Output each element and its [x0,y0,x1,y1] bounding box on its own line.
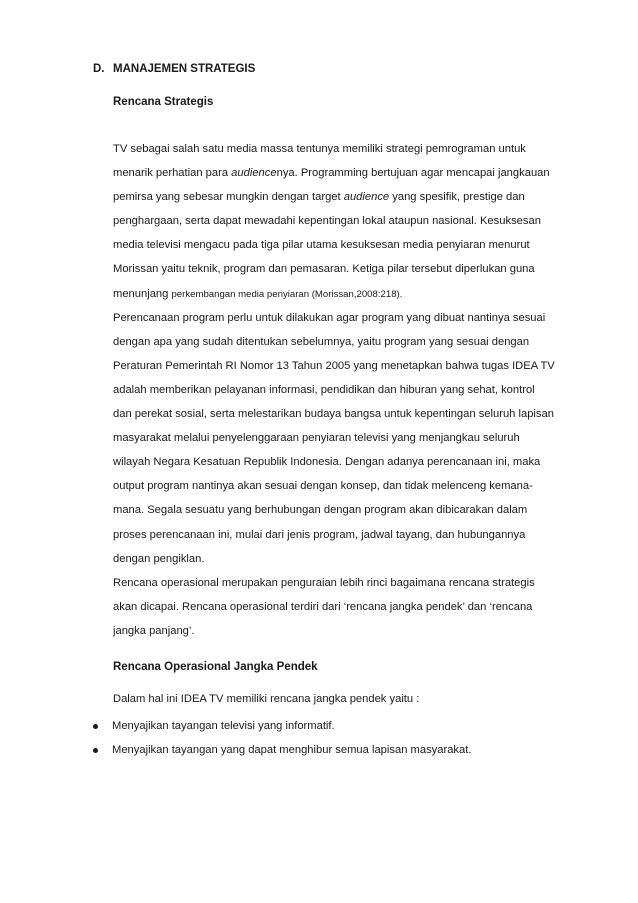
text-line: output program nantinya akan sesuai dengan konsep, dan tidak melenceng kemana- [113,480,533,493]
list-item [93,714,471,738]
list-item-text: Menyajikan tayangan yang dapat menghibur semua lapisan masyarakat. [112,744,472,756]
text-line: wilayah Negara Kesatuan Republik Indonesia. Dengan adanya perencanaan ini, maka [113,456,541,469]
text-line [113,185,578,209]
text-line: Peraturan Pemerintah RI Nomor 13 Tahun 2005 yang menetapkan bahwa tugas IDEA TV [113,359,555,372]
italic-term: audience [343,191,390,204]
bullet-icon [93,748,98,753]
text-line: mana. Segala sesuatu yang berhubungan dengan program akan dibicarakan dalam [113,504,528,517]
text-line: proses perencanaan ini, mulai dari jenis program, jadwal tayang, dan hubungannya [113,528,526,541]
italic-term: audience [231,167,277,180]
text-line [113,161,578,185]
list-item-text: Menyajikan tayangan televisi yang informatif. [112,720,335,732]
text-line: jangka panjang’. [113,624,195,637]
section-heading [93,63,255,75]
jangka-pendek-intro: Dalam hal ini IDEA TV memiliki rencana jangka pendek yaitu : [113,693,420,705]
text-line: Perencanaan program perlu untuk dilakukan agar program yang dibuat nantinya sesuai [113,311,546,324]
text-line: masyarakat melalui penyelenggaraan penyiaran televisi yang menjangkau seluruh [113,432,520,445]
section-letter: D. [93,63,105,75]
text-line: dengan pengiklan. [113,552,205,565]
section-title: MANAJEMEN STRATEGIS [113,63,256,75]
text-segment: nya. Programming bertujuan agar mencapai jangkauan [276,167,550,180]
jangka-pendek-title: Rencana Operasional Jangka Pendek [113,661,318,673]
text-line: media televisi mengacu pada tiga pilar utama kesuksesan media penyiaran menurut [113,239,530,252]
text-line: Rencana operasional merupakan penguraian lebih rinci bagaimana rencana strategis [113,576,535,589]
text-line: dengan apa yang sudah ditentukan sebelumnya, yaitu program yang sesuai dengan [113,335,530,348]
text-segment: menunjang [113,287,172,300]
text-segment: pemirsa yang sebesar mungkin dengan target [113,191,344,204]
text-line [113,282,578,306]
text-segment: menarik perhatian para [113,167,232,180]
citation: perkembangan media penyiaran (Morissan,2008:218). [171,288,403,300]
text-line: akan dicapai. Rencana operasional terdiri dari ‘rencana jangka pendek’ dan ‘rencana [113,600,533,613]
text-line: TV sebagai salah satu media massa tentunya memiliki strategi pemrograman untuk [113,143,526,155]
rencana-strategis-title: Rencana Strategis [113,96,214,108]
paragraph-strategi [113,137,578,643]
jangka-pendek-intro-block [113,687,578,711]
bullet-icon [93,724,98,729]
text-line: Morissan yaitu teknik, program dan pemasaran. Ketiga pilar tersebut diperlukan guna [113,263,535,276]
text-line: adalah memberikan pelayanan informasi, pendidikan dan hiburan yang sehat, kontrol [113,383,535,396]
text-segment: yang spesifik, prestige dan [389,191,525,204]
text-line: penghargaan, serta dapat mewadahi kepentingan lokal ataupun nasional. Kesuksesan [113,215,541,228]
text-line: dan perekat sosial, serta melestarikan budaya bangsa untuk kepentingan seluruh lapisan [113,408,554,421]
list-item [93,738,471,762]
jangka-pendek-list [93,714,471,762]
